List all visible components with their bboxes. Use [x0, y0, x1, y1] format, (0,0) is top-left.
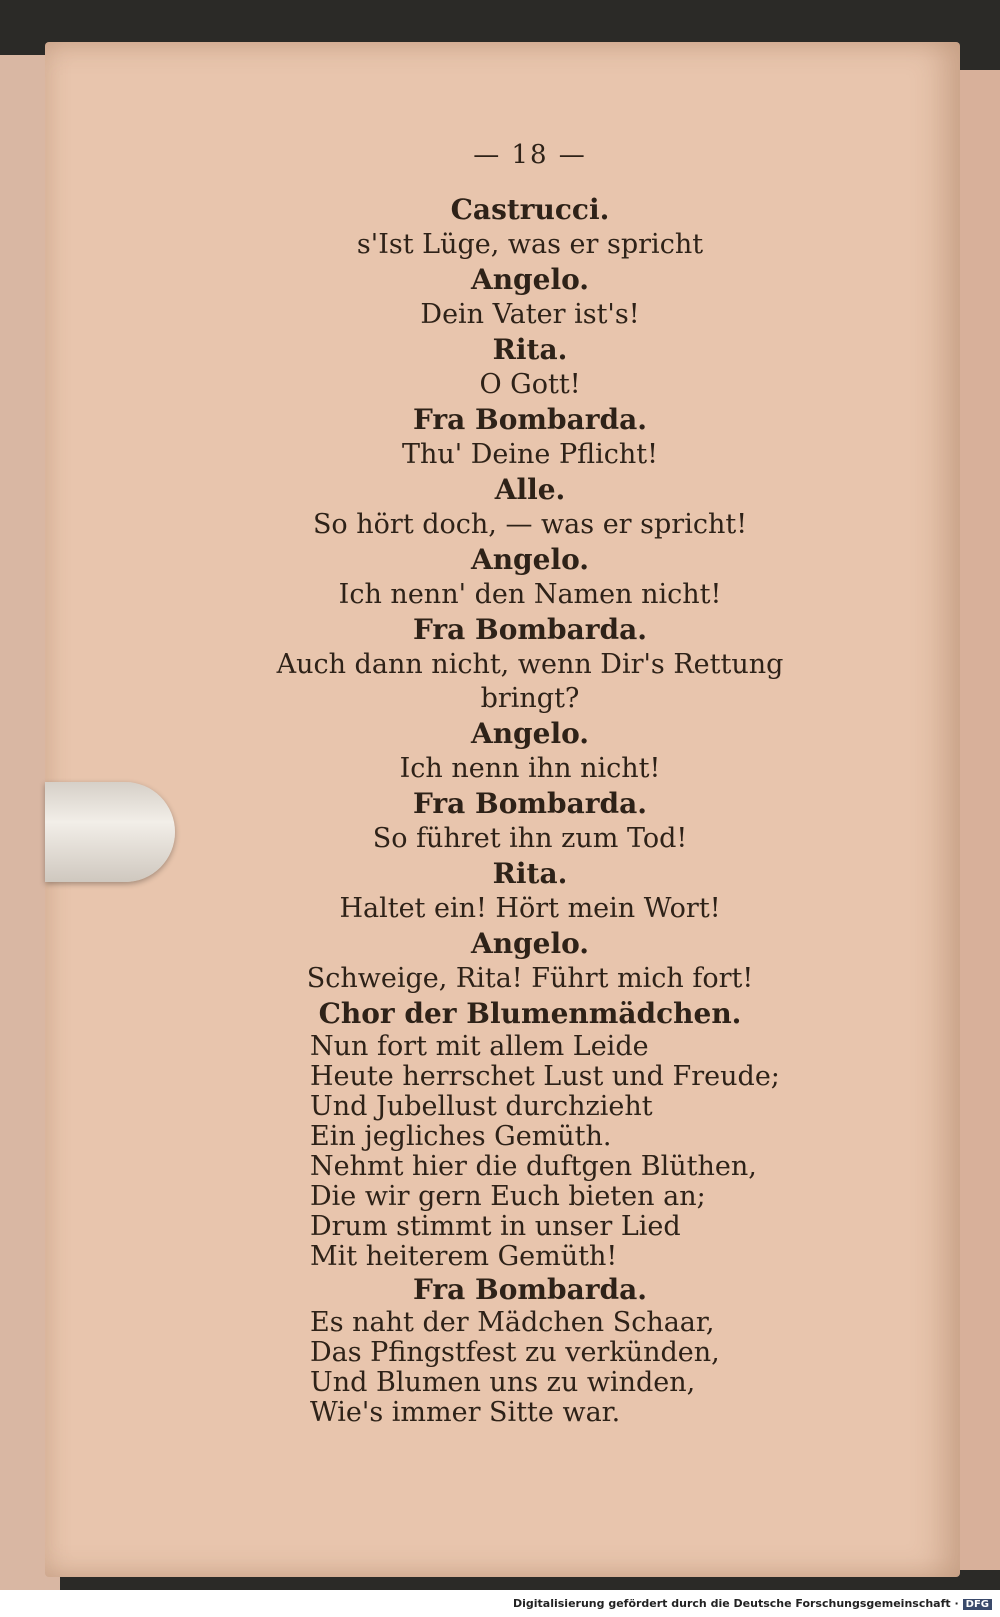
dialogue [250, 192, 810, 1428]
dialogue-block [250, 926, 810, 996]
speaker-name: Chor der Blumenmädchen. [318, 997, 742, 1030]
dialogue-block [250, 786, 810, 856]
text-line: Nehmt hier die duftgen Blüthen, [310, 1151, 757, 1182]
dfg-logo-icon: DFG [963, 1599, 992, 1610]
dialogue-block [250, 402, 810, 472]
text-line: Ich nenn' den Namen nicht! [338, 579, 722, 610]
text-line: Und Blumen uns zu winden, [310, 1367, 696, 1398]
page-clip [45, 782, 175, 882]
dialogue-block [250, 856, 810, 926]
speaker-name: Angelo. [470, 543, 590, 576]
speaker-name: Fra Bombarda. [413, 1273, 647, 1306]
text-line: Thu' Deine Pflicht! [401, 439, 659, 470]
right-page-edge [955, 70, 1000, 1570]
page-content [250, 140, 810, 1428]
text-line: Nun fort mit allem Leide [310, 1031, 649, 1062]
text-line: Schweige, Rita! Führt mich fort! [306, 963, 754, 994]
dialogue-block [250, 262, 810, 332]
speaker-name: Angelo. [470, 927, 590, 960]
dialogue-block [250, 1272, 810, 1428]
text-line: Auch dann nicht, wenn Dir's Rettung bringt? [276, 649, 784, 714]
text-line: Drum stimmt in unser Lied [310, 1211, 681, 1242]
speaker-name: Rita. [492, 333, 568, 366]
dialogue-block [250, 612, 810, 716]
speaker-name: Fra Bombarda. [413, 403, 647, 436]
text-line: Das Pfingstfest zu verkünden, [310, 1337, 720, 1368]
dialogue-block [250, 332, 810, 402]
text-line: O Gott! [479, 369, 581, 400]
footer-credit [513, 1597, 992, 1610]
speaker-name: Fra Bombarda. [413, 613, 647, 646]
text-line: Mit heiterem Gemüth! [310, 1241, 618, 1272]
text-line: Haltet ein! Hört mein Wort! [339, 893, 721, 924]
speaker-name: Fra Bombarda. [413, 787, 647, 820]
page-number: — 18 — [473, 140, 587, 170]
text-line: Heute herrschet Lust und Freude; [310, 1061, 780, 1092]
dialogue-block [250, 542, 810, 612]
speaker-name: Angelo. [470, 717, 590, 750]
text-line: Wie's immer Sitte war. [310, 1397, 621, 1428]
text-line: Es naht der Mädchen Schaar, [310, 1307, 715, 1338]
dialogue-block [250, 192, 810, 262]
text-line: s'Ist Lüge, was er spricht [356, 229, 704, 260]
speaker-name: Angelo. [470, 263, 590, 296]
text-line: Ich nenn ihn nicht! [399, 753, 661, 784]
text-line: Und Jubellust durchzieht [310, 1091, 653, 1122]
dialogue-block [250, 472, 810, 542]
text-line: Dein Vater ist's! [420, 299, 640, 330]
text-line: Ein jegliches Gemüth. [310, 1121, 612, 1152]
footer-text: Digitalisierung gefördert durch die Deutsche Forschungsgemeinschaft · [512, 1597, 959, 1610]
text-line: So hört doch, — was er spricht! [312, 509, 748, 540]
speaker-name: Alle. [494, 473, 566, 506]
text-line: So führet ihn zum Tod! [372, 823, 688, 854]
speaker-name: Castrucci. [450, 193, 610, 226]
speaker-name: Rita. [492, 857, 568, 890]
dialogue-block [250, 996, 810, 1272]
dialogue-block [250, 716, 810, 786]
text-line: Die wir gern Euch bieten an; [310, 1181, 706, 1212]
